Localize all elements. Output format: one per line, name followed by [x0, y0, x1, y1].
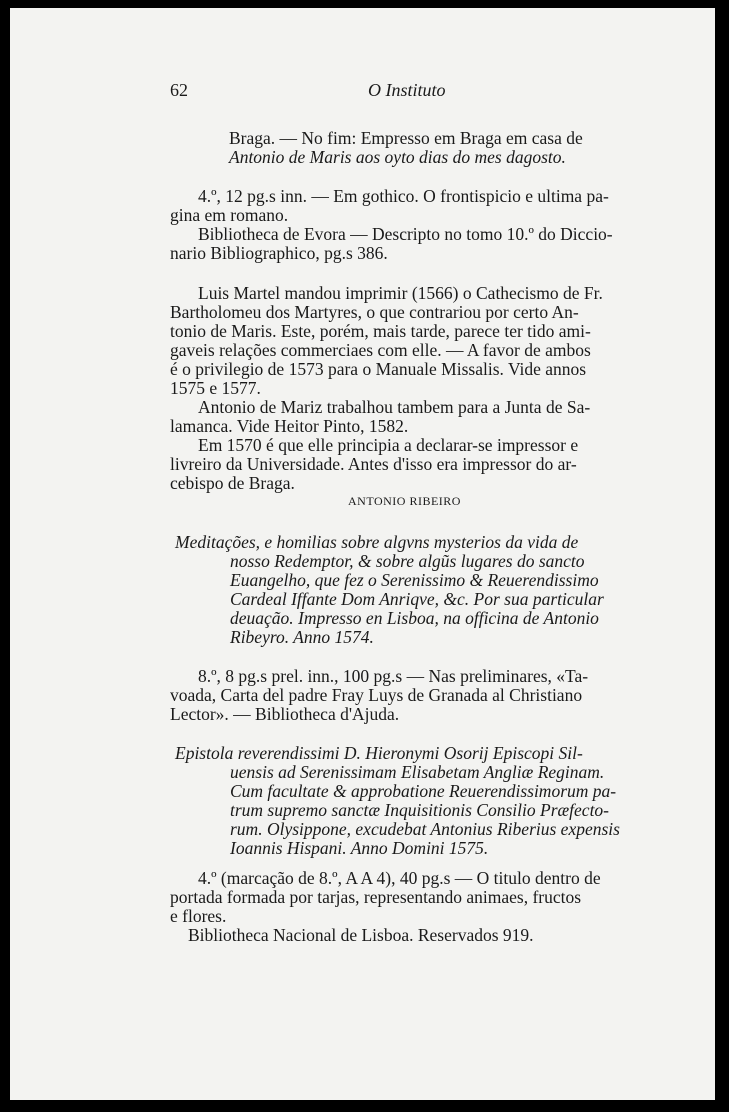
- text-line: cebispo de Braga.: [170, 473, 295, 493]
- text-line: tonio de Maris. Este, porém, mais tarde, parece ter tido ami-: [170, 321, 591, 341]
- text-line: 8.º, 8 pg.s prel. inn., 100 pg.s — Nas preliminares, «Ta-: [198, 666, 589, 686]
- text-line: voada, Carta del padre Fray Luys de Granada al Christiano: [170, 685, 583, 705]
- text-line: Meditações, e homilias sobre algvns mysterios da vida de: [175, 532, 579, 552]
- text-line: gaveis relações commerciaes com elle. — A favor de ambos: [170, 340, 591, 360]
- text-line: Ioannis Hispani. Anno Domini 1575.: [230, 838, 489, 858]
- text-line: é o privilegio de 1573 para o Manuale Missalis. Vide annos: [170, 359, 587, 379]
- text-line: 1575 e 1577.: [170, 378, 261, 398]
- text-line: Braga. — No fim: Empresso em Braga em casa de: [229, 128, 583, 148]
- text-line: Em 1570 é que elle principia a declarar-se impressor e: [198, 435, 579, 455]
- text-line: Euangelho, que fez o Serenissimo & Reuerendissimo: [230, 570, 599, 590]
- text-line: deuação. Impresso en Lisboa, na officina de Antonio: [230, 608, 599, 628]
- running-title: O Instituto: [368, 80, 446, 100]
- section-heading: ANTONIO RIBEIRO: [348, 494, 461, 508]
- text-line: livreiro da Universidade. Antes d'isso era impressor do ar-: [170, 454, 577, 474]
- text-line: Ribeyro. Anno 1574.: [230, 627, 374, 647]
- text-line: Cum facultate & approbatione Reuerendissimorum pa-: [230, 781, 617, 801]
- text-line: Bartholomeu dos Martyres, o que contrariou por certo An-: [170, 302, 579, 322]
- text-line: Bibliotheca de Evora — Descripto no tomo 10.º do Diccio-: [198, 224, 613, 244]
- text-line: Lector». — Bibliotheca d'Ajuda.: [170, 704, 400, 724]
- text-line: Antonio de Maris aos oyto dias do mes dagosto.: [229, 147, 566, 167]
- text-line: e flores.: [170, 906, 227, 926]
- document-page: [10, 8, 715, 1100]
- text-line: Bibliotheca Nacional de Lisboa. Reservados 919.: [188, 925, 534, 945]
- text-line: nosso Redemptor, & sobre algũs lugares do sancto: [230, 551, 585, 571]
- text-line: rum. Olysippone, excudebat Antonius Riberius expensis: [230, 819, 620, 839]
- text-line: nario Bibliographico, pg.s 386.: [170, 243, 388, 263]
- text-line: lamanca. Vide Heitor Pinto, 1582.: [170, 416, 409, 436]
- text-line: trum supremo sanctæ Inquisitionis Consilio Præfecto-: [230, 800, 610, 820]
- text-line: uensis ad Serenissimam Elisabetam Angliæ Reginam.: [230, 762, 605, 782]
- text-line: Cardeal Iffante Dom Anriqve, &c. Por sua particular: [230, 589, 604, 609]
- text-line: Epistola reverendissimi D. Hieronymi Osorij Episcopi Sil-: [175, 743, 583, 763]
- text-line: gina em romano.: [170, 205, 289, 225]
- text-line: 4.º, 12 pg.s inn. — Em gothico. O frontispicio e ultima pa-: [198, 186, 609, 206]
- text-line: Luis Martel mandou imprimir (1566) o Cathecismo de Fr.: [198, 283, 603, 303]
- page-number: 62: [170, 80, 188, 100]
- text-line: Antonio de Mariz trabalhou tambem para a Junta de Sa-: [198, 397, 591, 417]
- text-line: 4.º (marcação de 8.º, A A 4), 40 pg.s — O titulo dentro de: [198, 868, 601, 888]
- text-line: portada formada por tarjas, representando animaes, fructos: [170, 887, 582, 907]
